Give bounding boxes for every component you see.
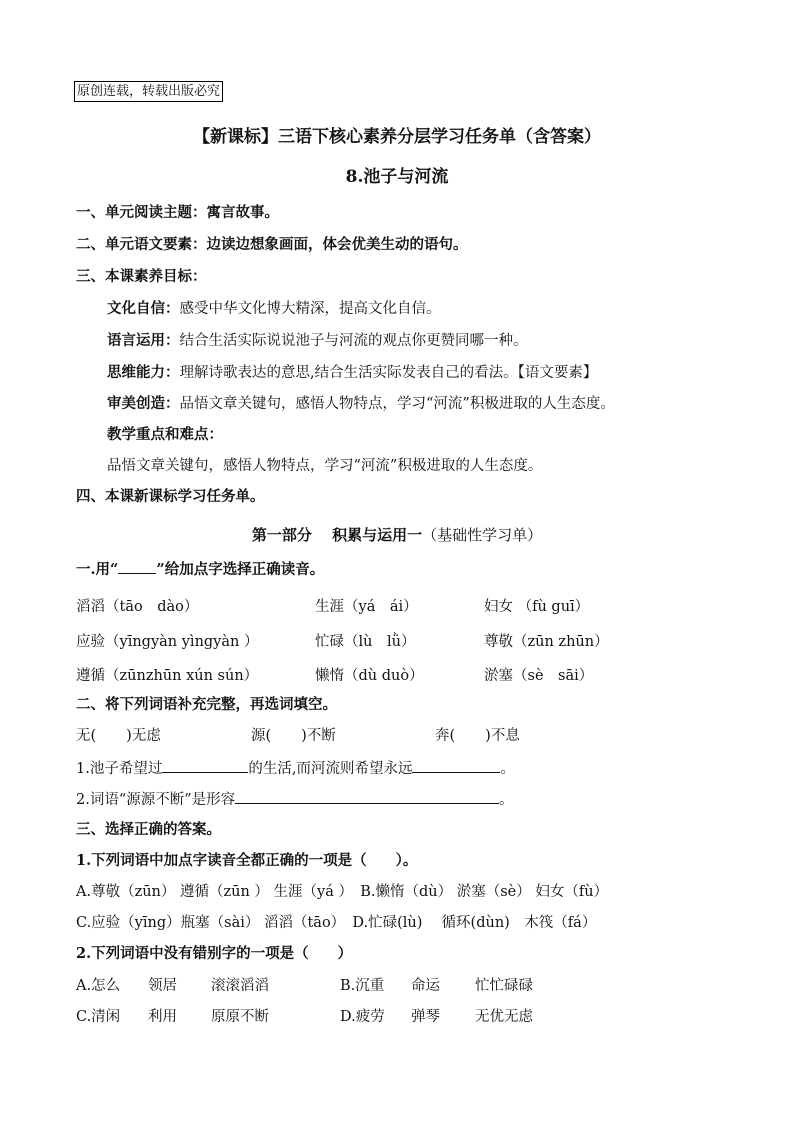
q3-choice: 原原不断 [211, 1009, 269, 1025]
fill-sentence-2 [76, 789, 514, 811]
q1-item: 应验（yīngyàn yìngyàn ） [76, 634, 259, 650]
goal-aesthetic-text: 品悟文章关键句，感悟人物特点，学习“河流”积极进取的人生态度。 [179, 396, 615, 412]
copyright-stamp: 原创连载，转载出版必究 [74, 81, 223, 102]
q1-head-post: ”给加点字选择正确读音。 [156, 561, 325, 578]
section-4: 四、本课新课标学习任务单。 [76, 488, 265, 505]
q1-item: 妇女 （fù guī） [484, 599, 590, 615]
idiom-1-start: 无( [76, 728, 97, 744]
idiom-fill-1 [76, 725, 161, 747]
idiom-2-start: 源( [251, 728, 272, 744]
question-2-heading: 二、将下列词语补充完整，再选词填空。 [76, 696, 337, 713]
q3-options-1: A.尊敬（zūn） 遵循（zūn ） 生涯（yá ） B.懒惰（dù） 淤塞（sè） 妇女（fù） [76, 884, 609, 900]
question-1-heading [76, 559, 324, 581]
answer-blank [235, 803, 499, 804]
q1-item: 滔滔（tāo dào） [76, 599, 199, 615]
idiom-3-end: )不息 [485, 728, 520, 744]
section-1: 一、单元阅读主题：寓言故事。 [76, 204, 279, 221]
document-title: 【新课标】三语下核心素养分层学习任务单（含答案） [193, 127, 601, 147]
section-2: 二、单元语文要素：边读边想象画面，体会优美生动的语句。 [76, 236, 468, 253]
fill-2-b: 。 [499, 792, 514, 808]
q3-choice: 忙忙碌碌 [475, 978, 533, 994]
q3-choice: 无优无虑 [475, 1009, 533, 1025]
part-heading-bold: 第一部分 积累与运用一 [251, 526, 423, 544]
q3-choice: D.疲劳 [340, 1009, 385, 1025]
q3-choice: 滚滚滔滔 [211, 978, 269, 994]
idiom-1-end: )无虑 [126, 728, 161, 744]
fill-2-a: 2.词语“源源不断”是形容 [76, 792, 236, 808]
q3-sub-1: 1.下列词语中加点字读音全都正确的一项是（ ）。 [76, 852, 418, 869]
q3-choice: 命运 [411, 978, 440, 994]
goal-culture [107, 298, 441, 320]
part-heading [0, 524, 794, 545]
q1-item: 生涯（yá ái） [315, 599, 418, 615]
goal-culture-key: 文化自信： [107, 300, 180, 317]
goal-thinking-key: 思维能力： [107, 364, 180, 381]
fill-1-a: 1.池子希望过 [76, 761, 163, 777]
question-3-heading: 三、选择正确的答案。 [76, 821, 221, 838]
goal-aesthetic-key: 审美创造： [107, 395, 180, 412]
idiom-2-end: )不断 [301, 728, 336, 744]
idiom-3-start: 奔( [435, 728, 456, 744]
goal-thinking-text: 理解诗歌表达的意思,结合生活实际发表自己的看法。【语文要素】 [179, 365, 598, 381]
q3-sub-2: 2.下列词语中没有错别字的一项是（ ） [76, 945, 353, 962]
q3-options-2: C.应验（yīng）瓶塞（sài） 滔滔（tāo） D.忙碌(lù) 循环(dùn) 木筏（fá） [76, 915, 597, 931]
q1-item: 遵循（zūnzhūn xún sún） [76, 668, 259, 684]
q3-choice: 领居 [148, 978, 177, 994]
q1-item: 尊敬（zūn zhūn） [484, 634, 609, 650]
idiom-fill-2 [251, 725, 336, 747]
goal-language-key: 语言运用： [107, 332, 180, 349]
answer-blank [412, 772, 500, 773]
goal-language [107, 330, 528, 352]
idiom-fill-3 [435, 725, 520, 747]
section-3: 三、本课素养目标： [76, 268, 207, 285]
q1-item: 忙碌（lù lǜ） [315, 634, 416, 650]
q3-choice: 弹琴 [411, 1009, 440, 1025]
goal-thinking [107, 362, 597, 384]
fill-1-b: 的生活,而河流则希望永远 [248, 761, 413, 777]
lesson-title-text: 8.池子与河流 [345, 167, 449, 187]
q1-head-pre: 一.用“ [76, 561, 119, 578]
fill-sentence-1 [76, 758, 515, 780]
answer-blank [162, 772, 248, 773]
q1-item: 懒惰（dù duò） [315, 668, 424, 684]
q3-choice: B.沉重 [340, 978, 385, 994]
q3-choice: A.怎么 [76, 978, 121, 994]
lesson-title [0, 162, 794, 187]
fill-1-c: 。 [500, 761, 515, 777]
q3-choice: 利用 [148, 1009, 177, 1025]
answer-blank [118, 573, 156, 574]
goal-culture-text: 感受中华文化博大精深，提高文化自信。 [179, 301, 441, 317]
goal-language-text: 结合生活实际说说池子与河流的观点你更赞同哪一种。 [179, 333, 528, 349]
focus-text: 品悟文章关键句，感悟人物特点，学习“河流”积极进取的人生态度。 [107, 458, 543, 474]
goal-aesthetic [107, 393, 615, 415]
q1-item: 淤塞（sè sāi） [484, 668, 594, 684]
q3-choice: C.清闲 [76, 1009, 121, 1025]
focus-key: 教学重点和难点： [107, 426, 223, 443]
part-heading-note: （基础性学习单） [422, 526, 543, 544]
